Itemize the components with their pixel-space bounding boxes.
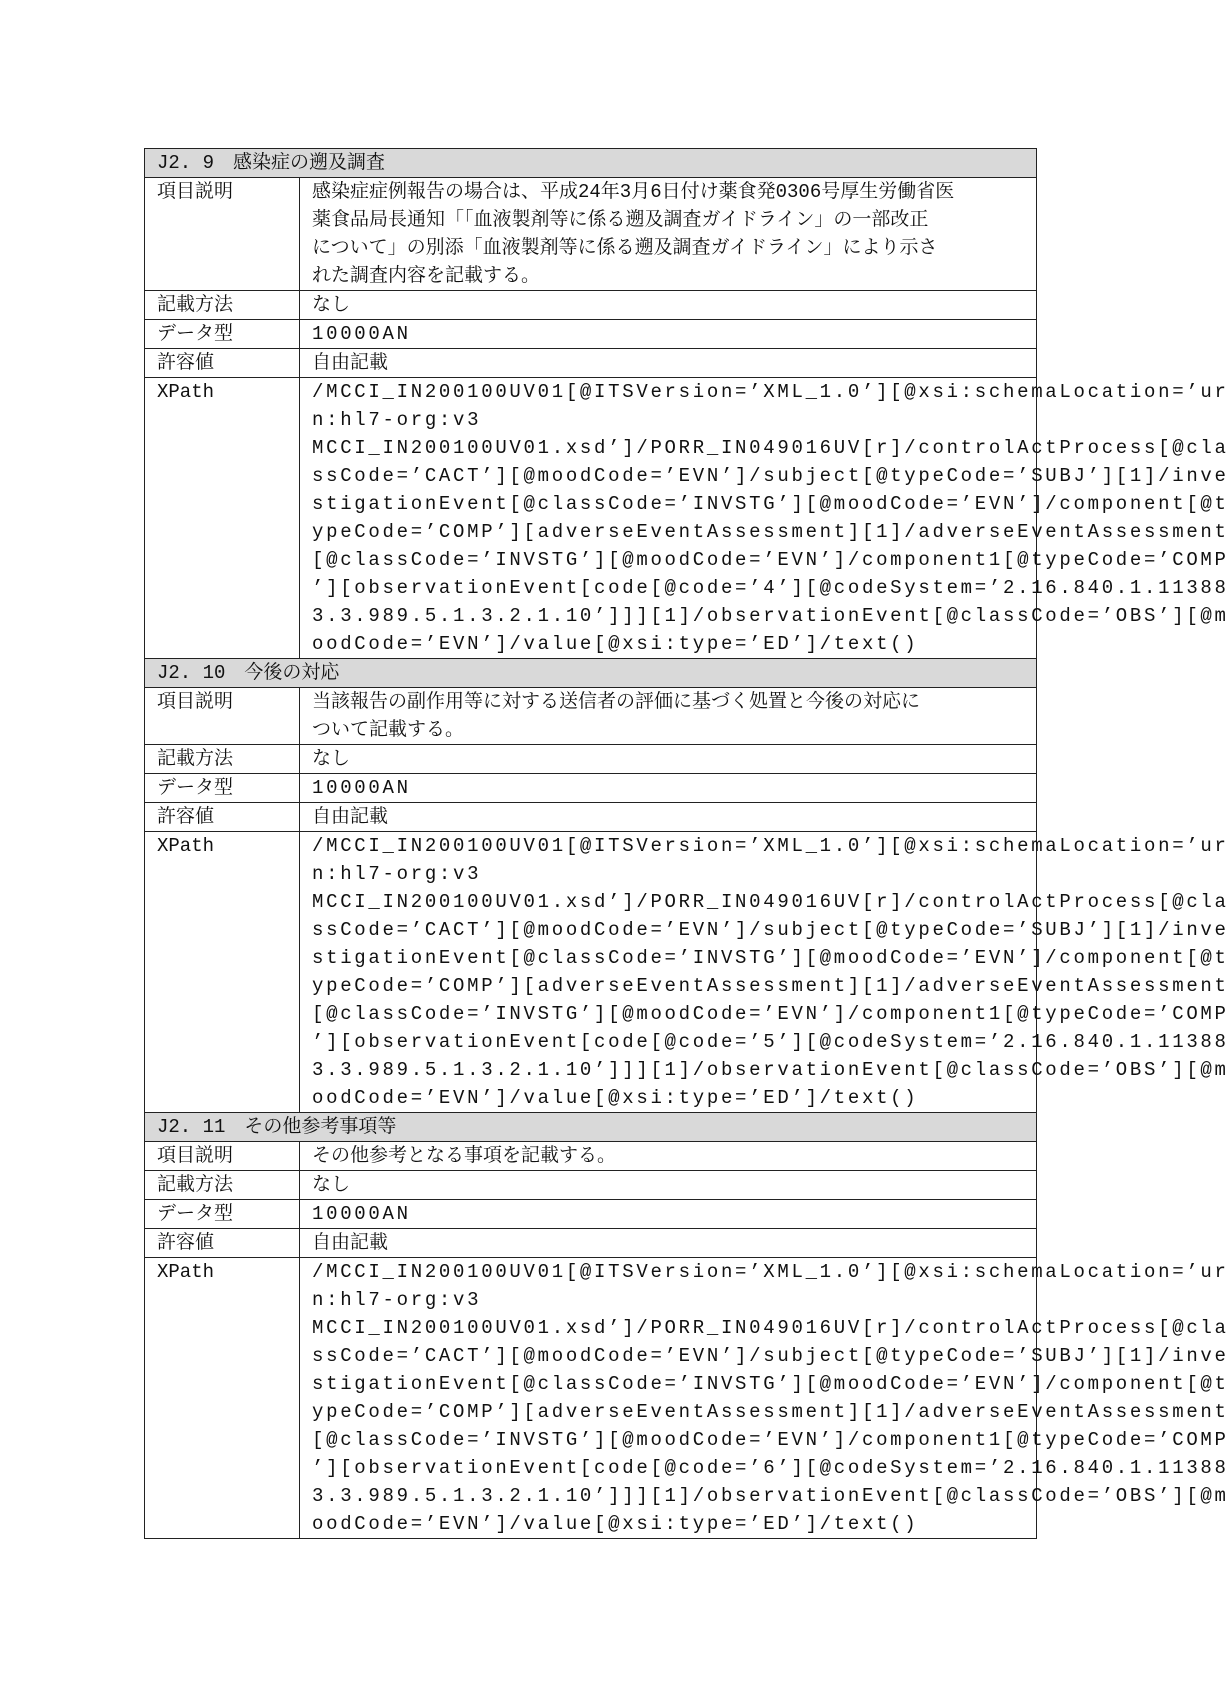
table-section	[144, 1112, 1229, 1539]
row-label: XPath	[145, 1258, 300, 1538]
text-line: stigationEvent[@classCode=’INVSTG’][@moodCode=’EVN’]/component[@t	[312, 947, 1229, 969]
row-value	[300, 1171, 1036, 1199]
text-line: ’][observationEvent[code[@code=’6’][@codeSystem=’2.16.840.1.11388	[312, 1457, 1229, 1479]
row-label: データ型	[145, 1200, 300, 1228]
text-line: ypeCode=’COMP’][adverseEventAssessment][1]/adverseEventAssessment	[312, 975, 1229, 997]
table-section	[144, 658, 1229, 1112]
text-line: ypeCode=’COMP’][adverseEventAssessment][1]/adverseEventAssessment	[312, 1401, 1229, 1423]
row-value	[300, 832, 1229, 1112]
row-label: 許容値	[145, 803, 300, 831]
text-line: 10000AN	[312, 777, 411, 799]
row-value	[300, 803, 1036, 831]
text-line: /MCCI_IN200100UV01[@ITSVersion=’XML_1.0’][@xsi:schemaLocation=’ur	[312, 381, 1229, 403]
row-description	[144, 177, 1037, 290]
text-line: [@classCode=’INVSTG’][@moodCode=’EVN’]/component1[@typeCode=’COMP	[312, 1429, 1229, 1451]
row-method	[144, 744, 1037, 773]
row-value	[300, 178, 1036, 290]
text-line: 3.3.989.5.1.3.2.1.10’]]][1]/observationEvent[@classCode=’OBS’][@m	[312, 1059, 1229, 1081]
row-datatype	[144, 773, 1037, 802]
section-title: J2. 9 感染症の遡及調査	[144, 148, 1037, 177]
text-line: 自由記載	[312, 806, 389, 828]
row-datatype	[144, 1199, 1037, 1228]
row-label: データ型	[145, 774, 300, 802]
row-description	[144, 687, 1037, 744]
row-value	[300, 349, 1036, 377]
row-label: XPath	[145, 832, 300, 1112]
row-label: 項目説明	[145, 688, 300, 744]
text-line: MCCI_IN200100UV01.xsd’]/PORR_IN049016UV[r]/controlActProcess[@cla	[312, 891, 1229, 913]
text-line: ’][observationEvent[code[@code=’4’][@codeSystem=’2.16.840.1.11388	[312, 577, 1229, 599]
text-line: /MCCI_IN200100UV01[@ITSVersion=’XML_1.0’][@xsi:schemaLocation=’ur	[312, 835, 1229, 857]
text-line: なし	[312, 294, 351, 316]
text-line: その他参考となる事項を記載する。	[312, 1145, 617, 1167]
row-method	[144, 1170, 1037, 1199]
text-line: ついて記載する。	[312, 719, 465, 741]
text-line: なし	[312, 748, 351, 770]
text-line: MCCI_IN200100UV01.xsd’]/PORR_IN049016UV[r]/controlActProcess[@cla	[312, 1317, 1229, 1339]
row-value	[300, 1200, 1036, 1228]
row-value	[300, 745, 1036, 773]
row-label: 項目説明	[145, 178, 300, 290]
row-value	[300, 291, 1036, 319]
row-label: 記載方法	[145, 745, 300, 773]
text-line: 自由記載	[312, 352, 389, 374]
row-value	[300, 320, 1036, 348]
row-allowed	[144, 1228, 1037, 1257]
text-line: ypeCode=’COMP’][adverseEventAssessment][1]/adverseEventAssessment	[312, 521, 1229, 543]
text-line: /MCCI_IN200100UV01[@ITSVersion=’XML_1.0’][@xsi:schemaLocation=’ur	[312, 1261, 1229, 1283]
row-label: 記載方法	[145, 1171, 300, 1199]
row-label: 許容値	[145, 1229, 300, 1257]
row-label: XPath	[145, 378, 300, 658]
text-line: ’][observationEvent[code[@code=’5’][@codeSystem=’2.16.840.1.11388	[312, 1031, 1229, 1053]
text-line: 3.3.989.5.1.3.2.1.10’]]][1]/observationEvent[@classCode=’OBS’][@m	[312, 1485, 1229, 1507]
text-line: ssCode=’CACT’][@moodCode=’EVN’]/subject[@typeCode=’SUBJ’][1]/inve	[312, 1345, 1229, 1367]
text-line: oodCode=’EVN’]/value[@xsi:type=’ED’]/text()	[312, 633, 919, 655]
row-value	[300, 1229, 1036, 1257]
text-line: 10000AN	[312, 1203, 411, 1225]
row-value	[300, 688, 1036, 744]
table-section	[144, 148, 1229, 658]
row-method	[144, 290, 1037, 319]
text-line: stigationEvent[@classCode=’INVSTG’][@moodCode=’EVN’]/component[@t	[312, 1373, 1229, 1395]
text-line: 自由記載	[312, 1232, 389, 1254]
row-value	[300, 378, 1229, 658]
text-line: [@classCode=’INVSTG’][@moodCode=’EVN’]/component1[@typeCode=’COMP	[312, 549, 1229, 571]
row-description	[144, 1141, 1037, 1170]
row-value	[300, 1142, 1036, 1170]
row-xpath	[144, 1257, 1229, 1539]
row-xpath	[144, 831, 1229, 1112]
text-line: なし	[312, 1174, 351, 1196]
row-value	[300, 774, 1036, 802]
row-label: 記載方法	[145, 291, 300, 319]
row-label: 項目説明	[145, 1142, 300, 1170]
text-line: ssCode=’CACT’][@moodCode=’EVN’]/subject[@typeCode=’SUBJ’][1]/inve	[312, 919, 1229, 941]
row-xpath	[144, 377, 1229, 658]
text-line: stigationEvent[@classCode=’INVSTG’][@moodCode=’EVN’]/component[@t	[312, 493, 1229, 515]
row-label: データ型	[145, 320, 300, 348]
text-line: oodCode=’EVN’]/value[@xsi:type=’ED’]/text()	[312, 1513, 919, 1535]
text-line: n:hl7-org:v3	[312, 863, 482, 885]
text-line: oodCode=’EVN’]/value[@xsi:type=’ED’]/text()	[312, 1087, 919, 1109]
text-line: ssCode=’CACT’][@moodCode=’EVN’]/subject[@typeCode=’SUBJ’][1]/inve	[312, 465, 1229, 487]
text-line: 3.3.989.5.1.3.2.1.10’]]][1]/observationEvent[@classCode=’OBS’][@m	[312, 605, 1229, 627]
row-datatype	[144, 319, 1037, 348]
row-label: 許容値	[145, 349, 300, 377]
row-allowed	[144, 348, 1037, 377]
specification-table	[144, 148, 1229, 1539]
row-value	[300, 1258, 1229, 1538]
text-line: 感染症症例報告の場合は、平成24年3月6日付け薬食発0306号厚生労働省医	[312, 181, 955, 203]
text-line: n:hl7-org:v3	[312, 1289, 482, 1311]
text-line: n:hl7-org:v3	[312, 409, 482, 431]
text-line: 10000AN	[312, 323, 411, 345]
text-line: MCCI_IN200100UV01.xsd’]/PORR_IN049016UV[r]/controlActProcess[@cla	[312, 437, 1229, 459]
text-line: について」の別添「血液製剤等に係る遡及調査ガイドライン」により示さ	[312, 237, 938, 259]
section-title: J2. 11 その他参考事項等	[144, 1112, 1037, 1141]
text-line: [@classCode=’INVSTG’][@moodCode=’EVN’]/component1[@typeCode=’COMP	[312, 1003, 1229, 1025]
text-line: 当該報告の副作用等に対する送信者の評価に基づく処置と今後の対応に	[312, 691, 921, 713]
text-line: 薬食品局長通知「「血液製剤等に係る遡及調査ガイドライン」の一部改正	[312, 209, 929, 231]
text-line: れた調査内容を記載する。	[312, 265, 541, 287]
section-title: J2. 10 今後の対応	[144, 658, 1037, 687]
row-allowed	[144, 802, 1037, 831]
